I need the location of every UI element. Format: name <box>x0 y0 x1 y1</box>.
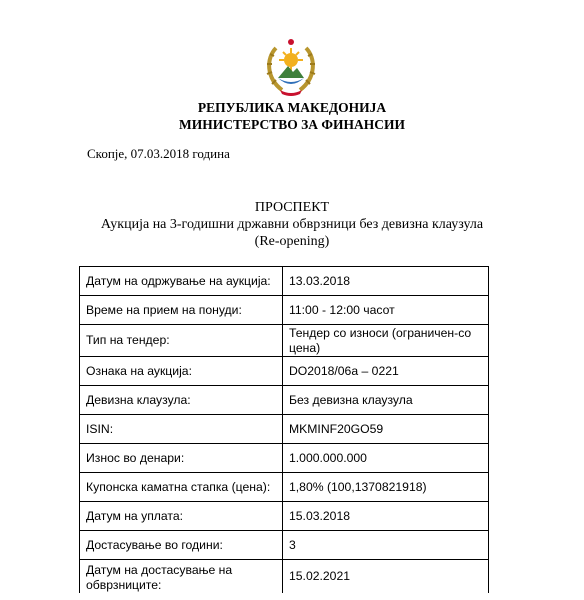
row-label: Достасување во години: <box>80 531 283 560</box>
auction-details-table <box>79 266 489 593</box>
row-value: DO2018/06a – 0221 <box>283 357 489 386</box>
table-row <box>80 386 489 415</box>
table-row <box>80 357 489 386</box>
row-label: Време на прием на понуди: <box>80 296 283 325</box>
document-heading: ПРОСПЕКТ <box>254 200 330 215</box>
country-name: РЕПУБЛИКА МАКЕДОНИЈА <box>197 100 387 115</box>
row-label: Датум на достасување на обврзниците: <box>80 560 283 594</box>
table-row <box>80 267 489 296</box>
coat-of-arms-icon <box>262 34 320 98</box>
row-label: Износ во денари: <box>80 444 283 473</box>
row-value: 1,80% (100,1370821918) <box>283 473 489 502</box>
table-row <box>80 325 489 357</box>
row-value: Без девизна клаузула <box>283 386 489 415</box>
row-value: 15.02.2021 <box>283 560 489 594</box>
row-value: 15.03.2018 <box>283 502 489 531</box>
table-row <box>80 560 489 594</box>
table-row <box>80 502 489 531</box>
row-label: Датум на одржување на аукција: <box>80 267 283 296</box>
row-value: Тендер со износи (ограничен-со цена) <box>283 325 489 357</box>
row-label: Девизна клаузула: <box>80 386 283 415</box>
row-value: 11:00 - 12:00 часот <box>283 296 489 325</box>
ministry-name: МИНИСТЕРСТВО ЗА ФИНАНСИИ <box>179 117 405 132</box>
table-row <box>80 415 489 444</box>
table-row <box>80 444 489 473</box>
row-value: 3 <box>283 531 489 560</box>
table-row <box>80 473 489 502</box>
row-label: ISIN: <box>80 415 283 444</box>
document-note: (Re-opening) <box>254 234 330 249</box>
table-row <box>80 296 489 325</box>
row-label: Ознака на аукција: <box>80 357 283 386</box>
row-value: MKMINF20GO59 <box>283 415 489 444</box>
row-label: Датум на уплата: <box>80 502 283 531</box>
place-date: Скопје, 07.03.2018 година <box>87 146 230 161</box>
row-value: 1.000.000.000 <box>283 444 489 473</box>
table-row <box>80 531 489 560</box>
row-label: Тип на тендер: <box>80 325 283 357</box>
row-value: 13.03.2018 <box>283 267 489 296</box>
document-subtitle: Аукција на 3-годишни државни обврзници без девизна клаузула <box>100 217 484 232</box>
row-label: Купонска каматна стапка (цена): <box>80 473 283 502</box>
